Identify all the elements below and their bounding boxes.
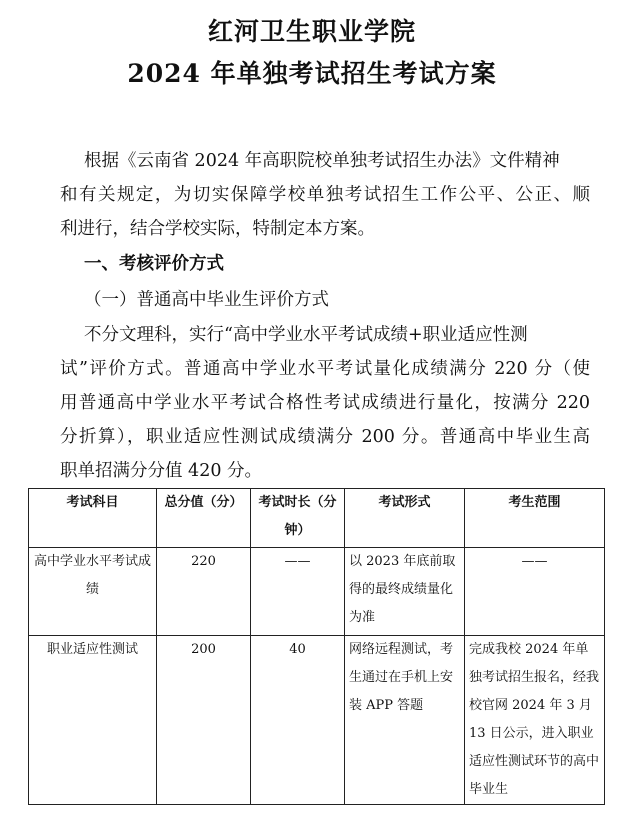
table-row (29, 548, 605, 636)
header-format: 考试形式 (345, 489, 465, 548)
document-title: 红河卫生职业学院 (207, 17, 416, 46)
header-subject: 考试科目 (29, 489, 157, 548)
document-subtitle: 2024 年单独考试招生考试方案 (127, 59, 497, 88)
cell-format: 网络远程测试，考生通过在手机上安装 APP 答题 (345, 636, 465, 805)
table-row (29, 636, 605, 805)
cell-scope: —— (465, 548, 605, 636)
para-line-2: 试”评价方式。普通高中学业水平考试量化成绩满分 220 分（使 (60, 359, 590, 379)
intro-line-3: 利进行，结合学校实际，特制定本方案。 (60, 219, 375, 239)
header-total-score: 总分值（分） (157, 489, 251, 548)
exam-table (28, 488, 605, 805)
subsection-heading: （一）普通高中毕业生评价方式 (84, 290, 329, 310)
section-heading: 一、考核评价方式 (84, 254, 224, 274)
header-duration: 考试时长（分钟） (251, 489, 345, 548)
header-scope: 考生范围 (465, 489, 605, 548)
cell-subject: 高中学业水平考试成绩 (29, 548, 157, 636)
para-line-3: 用普通高中学业水平考试合格性考试成绩进行量化，按满分 220 (60, 393, 590, 413)
para-line-1: 不分文理科，实行“高中学业水平考试成绩+职业适应性测 (84, 325, 528, 345)
cell-duration: —— (251, 548, 345, 636)
para-line-4: 分折算），职业适应性测试成绩满分 200 分。普通高中毕业生高 (60, 427, 590, 447)
intro-line-1: 根据《云南省 2024 年高职院校单独考试招生办法》文件精神 (84, 151, 560, 171)
cell-score: 220 (157, 548, 251, 636)
cell-scope: 完成我校 2024 年单独考试招生报名，经我校官网 2024 年 3 月 13 日公示，进入职业适应性测试环节的高中毕业生 (465, 636, 605, 805)
cell-format: 以 2023 年底前取得的最终成绩量化为准 (345, 548, 465, 636)
cell-score: 200 (157, 636, 251, 805)
cell-duration: 40 (251, 636, 345, 805)
cell-subject: 职业适应性测试 (29, 636, 157, 805)
table-header-row (29, 489, 605, 548)
para-line-5: 职单招满分分值 420 分。 (60, 461, 263, 481)
intro-line-2: 和有关规定，为切实保障学校单独考试招生工作公平、公正、顺 (60, 185, 590, 205)
